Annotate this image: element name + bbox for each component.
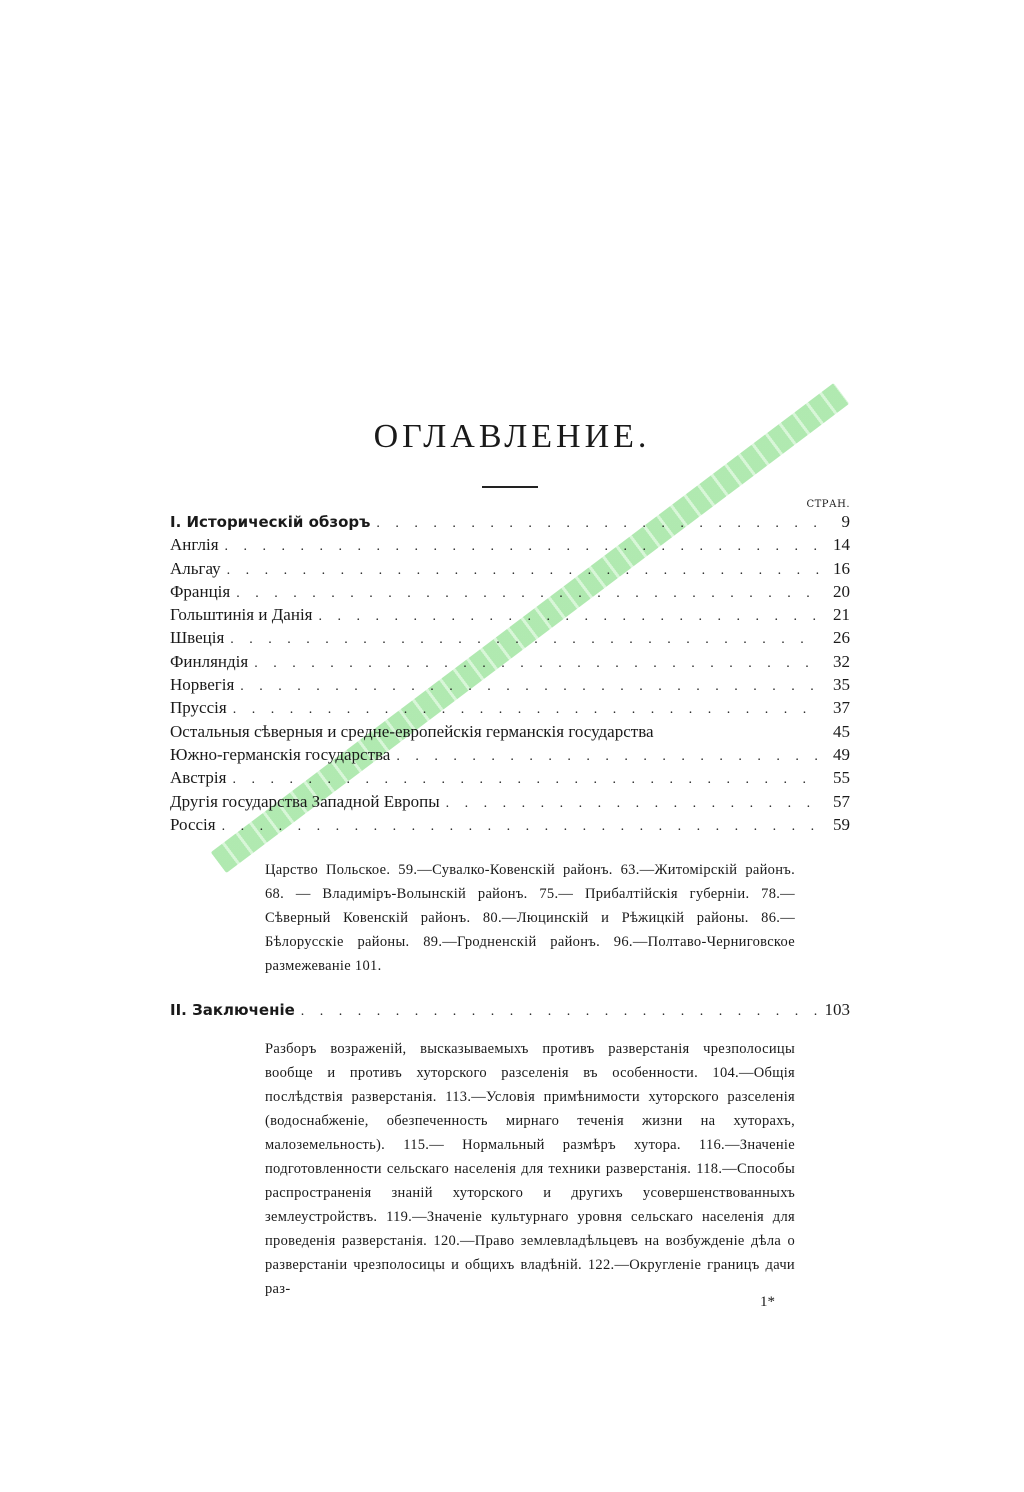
- toc-entry-page: 14: [833, 535, 850, 555]
- toc-entry-label: Швеція: [170, 628, 225, 648]
- toc-entry: [170, 582, 850, 605]
- leader-dots: [230, 632, 820, 648]
- page-title: ОГЛАВЛЕНИЕ.: [373, 418, 651, 455]
- toc-entry-page: 57: [833, 791, 850, 811]
- table-of-contents: [170, 512, 850, 1301]
- toc-entry-page: 49: [833, 744, 850, 764]
- toc-entry: [170, 628, 850, 651]
- leader-dots: [318, 609, 820, 625]
- toc-entry: [170, 675, 850, 698]
- toc-entry-page: 16: [833, 558, 850, 578]
- leader-dots: [225, 539, 820, 555]
- toc-entry: [170, 745, 850, 768]
- toc-entry: [170, 815, 850, 838]
- toc-entry-label: Альгау: [170, 558, 221, 578]
- conclusion-summary: Разборъ возраженій, высказываемыхъ противъ разверстанія чрезполосицы вообще и противъ хуторского разселенія въ особенности. 104.—Общія послѣдствія разверстанія. 113.—Условія примѣнимости хуторского разселенія (водоснабженіе, обезпеченность мирнаго теченія жизни на хуторахъ, малоземельность). 115.— Нормальный размѣръ хутора. 116.—Значеніе подготовленности сельскаго населенія для техники разверстанія. 118.—Способы распространенія знаній хуторского и другихъ усовершенствованныхъ землеустройствъ. 119.—Значеніе культурнаго уровня сельскаго населенія для проведенія разверстанія. 120.—Право землевладѣльцевъ на возбужденіе дѣла о разверстаніи чрезполосицы и общихъ владѣній. 122.—Округленіе границъ дачи раз-: [265, 1041, 795, 1298]
- toc-entry-label: Англія: [170, 535, 219, 555]
- toc-entry: [170, 722, 850, 745]
- signature-mark: 1*: [760, 1294, 775, 1310]
- leader-dots: [222, 819, 820, 835]
- toc-entry-label: Норвегія: [170, 675, 235, 695]
- toc-entry: [170, 559, 850, 582]
- toc-entry-label: I. Историческій обзоръ: [170, 513, 371, 531]
- toc-entry: [170, 605, 850, 628]
- toc-entry-label: Южно-германскія государства: [170, 744, 391, 764]
- toc-entry-page: 45: [833, 721, 850, 741]
- toc-entry-page: 9: [841, 512, 850, 531]
- title-rule: [482, 486, 538, 488]
- toc-entry-label: Гольштинія и Данія: [170, 605, 313, 625]
- toc-entry-page: 35: [833, 675, 850, 695]
- page-column-header: СТРАН.: [806, 499, 850, 510]
- toc-entry-page: 103: [824, 1000, 850, 1020]
- toc-entry: [170, 768, 850, 791]
- leader-dots: [236, 586, 820, 602]
- leader-dots: [232, 772, 820, 788]
- toc-entry-page: 37: [833, 698, 850, 718]
- leader-dots: [227, 563, 820, 579]
- leader-dots: [376, 516, 820, 532]
- leader-dots: [254, 656, 820, 672]
- toc-entry-label: Пруссія: [170, 698, 227, 718]
- toc-entry-historical-overview: [170, 512, 850, 535]
- leader-dots: [396, 749, 820, 765]
- toc-entry-page: 26: [833, 628, 850, 648]
- toc-entry-label: Остальныя сѣверныя и средне-европейскія германскія государства: [170, 721, 654, 741]
- russia-summary: Царство Польское. 59.—Сувалко-Ковенскій районъ. 63.—Житомірскій районъ. 68. — Владиміръ-Волынскій районъ. 75.— Прибалтійскія губерніи. 78.—Сѣверный Ковенскій районъ. 80.—Люцинскій и Рѣжицкій районы. 86.—Бѣлорусскіе районы. 89.—Гродненскій районъ. 96.—Полтаво-Черниговское размежеваніе 101.: [265, 862, 795, 975]
- toc-entry-page: 21: [833, 605, 850, 625]
- toc-entry: [170, 698, 850, 721]
- toc-entry: [170, 792, 850, 815]
- toc-entry-page: 59: [833, 814, 850, 834]
- toc-entry-page: 20: [833, 581, 850, 601]
- toc-entry-label: II. Заключеніе: [170, 1001, 295, 1020]
- toc-entry-label: Россія: [170, 814, 216, 834]
- toc-entry-label: Австрія: [170, 768, 227, 788]
- leader-dots: [446, 796, 820, 812]
- toc-entry: [170, 652, 850, 675]
- leader-dots: [301, 1004, 819, 1020]
- toc-entry-label: Другія государства Западной Европы: [170, 791, 440, 811]
- toc-entry-label: Франція: [170, 581, 231, 601]
- toc-entry-label: Финляндія: [170, 651, 249, 671]
- toc-entry-page: 32: [833, 651, 850, 671]
- toc-entry: [170, 535, 850, 558]
- toc-entry-page: 55: [833, 768, 850, 788]
- leader-dots: [240, 679, 820, 695]
- leader-dots: [233, 702, 820, 718]
- toc-entry-conclusion: [170, 1000, 850, 1023]
